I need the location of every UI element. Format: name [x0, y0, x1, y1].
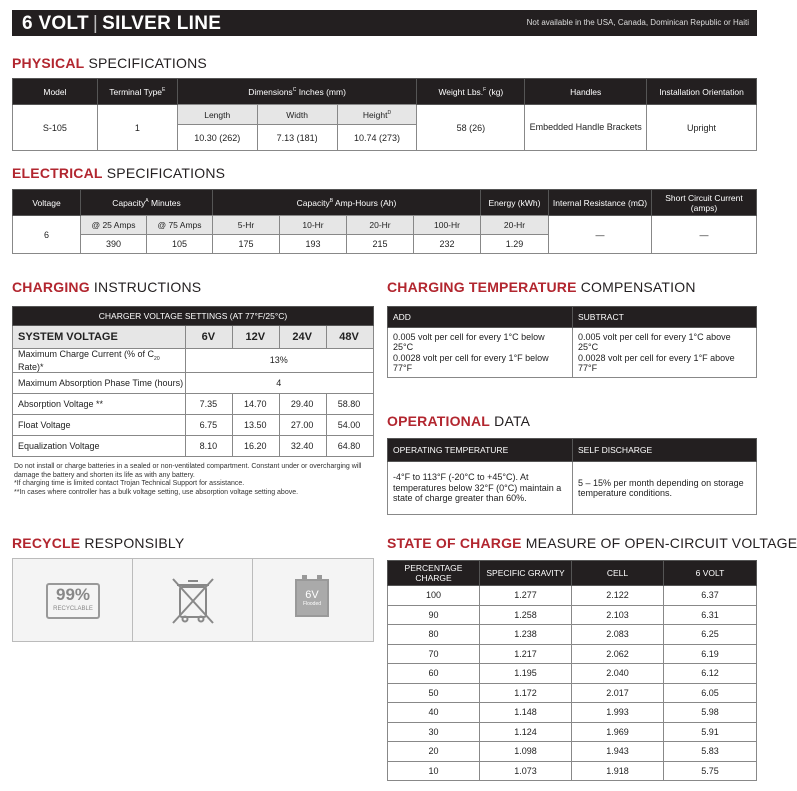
crossed-bin-icon [133, 559, 253, 641]
soc-cell: 80 [388, 625, 480, 645]
header-dimensions: Dimensions$^C$ Inches (mm) [177, 79, 417, 105]
subtract-text: 0.005 volt per cell for every 1°C above 25°C 0.0028 volt per cell for every 1°F above 77°F [573, 328, 757, 378]
subheader-energy-20hr: 20-Hr [481, 216, 549, 235]
title-banner [12, 10, 757, 36]
equalization-12v: 16.20 [233, 435, 280, 456]
charging-table [12, 306, 374, 457]
subheader-5hr: 5-Hr [213, 216, 280, 235]
soc-header-6volt: 6 VOLT [664, 561, 757, 586]
col-6v: 6V [186, 326, 233, 349]
header-terminal: Terminal Type$^E$ [97, 79, 177, 105]
cell-100hr: 232 [414, 235, 481, 254]
header-capacity-minutes: Capacity$^A$ Minutes [81, 190, 213, 216]
cell-resistance: — [549, 216, 652, 254]
subheader-10hr: 10-Hr [280, 216, 347, 235]
equalization-48v: 64.80 [327, 435, 374, 456]
table-row [388, 742, 757, 762]
cell-short-circuit: — [652, 216, 757, 254]
absorption-6v: 7.35 [186, 393, 233, 414]
battery-voltage: 6V [305, 589, 319, 601]
soc-table [387, 560, 757, 781]
soc-cell: 5.75 [664, 761, 757, 781]
soc-cell: 2.122 [572, 586, 664, 606]
equalization-6v: 8.10 [186, 435, 233, 456]
header-capacity-ah: Capacity$^B$ Amp-Hours (Ah) [213, 190, 481, 216]
cell-75-amps: 105 [147, 235, 213, 254]
note-bulk-voltage: **In cases where controller has a bulk voltage setting, use absorption voltage setting above. [14, 488, 299, 496]
cell-handles: Embedded Handle Brackets [525, 105, 647, 151]
header-energy: Energy (kWh) [481, 190, 549, 216]
absorption-12v: 14.70 [233, 393, 280, 414]
absorption-48v: 58.80 [327, 393, 374, 414]
self-discharge-text: 5 – 15% per month depending on storage temperature conditions. [573, 462, 757, 515]
header-orientation: Installation Orientation [647, 79, 757, 105]
add-header: ADD [388, 307, 573, 328]
soc-cell: 20 [388, 742, 480, 762]
soc-cell: 6.31 [664, 605, 757, 625]
subheader-width: Width [257, 105, 337, 125]
soc-cell: 10 [388, 761, 480, 781]
cell-5hr: 175 [213, 235, 280, 254]
note-charging-time: *If charging time is limited contact Trojan Technical Support for assistance. [14, 480, 245, 487]
max-current-label: Maximum Charge Current (% of $C_{20}$ Rate)* [13, 349, 186, 373]
soc-header-cell: CELL [572, 561, 664, 586]
float-12v: 13.50 [233, 414, 280, 435]
battery-type: Flooded [302, 601, 322, 607]
table-row [388, 722, 757, 742]
recyclable-percent: 99% [55, 585, 91, 604]
soc-cell: 1.277 [480, 586, 572, 606]
subheader-height: Height$^D$ [337, 105, 417, 125]
self-discharge-header: SELF DISCHARGE [573, 439, 757, 462]
absorption-24v: 29.40 [280, 393, 327, 414]
soc-cell: 2.040 [572, 664, 664, 684]
cell-voltage: 6 [13, 216, 81, 254]
soc-cell: 90 [388, 605, 480, 625]
equalization-voltage-label: Equalization Voltage [13, 435, 186, 456]
col-24v: 24V [280, 326, 327, 349]
subheader-100hr: 100-Hr [414, 216, 481, 235]
absorption-voltage-label: Absorption Voltage ** [13, 393, 186, 414]
soc-cell: 1.124 [480, 722, 572, 742]
subheader-75-amps: @ 75 Amps [147, 216, 213, 235]
charger-settings-header: CHARGER VOLTAGE SETTINGS (AT 77°F/25°C) [13, 307, 374, 326]
availability-note: Not available in the USA, Canada, Dominican Republic or Haiti [526, 18, 749, 27]
subheader-25-amps: @ 25 Amps [81, 216, 147, 235]
header-model: Model [13, 79, 98, 105]
soc-table-body [388, 586, 757, 781]
soc-cell: 1.993 [572, 703, 664, 723]
col-48v: 48V [327, 326, 374, 349]
soc-cell: 100 [388, 586, 480, 606]
soc-cell: 6.37 [664, 586, 757, 606]
header-handles: Handles [525, 79, 647, 105]
float-48v: 54.00 [327, 414, 374, 435]
cell-orientation: Upright [647, 105, 757, 151]
soc-cell: 5.91 [664, 722, 757, 742]
table-row [388, 625, 757, 645]
charging-notes [14, 463, 374, 497]
soc-cell: 6.25 [664, 625, 757, 645]
banner-title: 6 VOLT | SILVER LINE [22, 13, 222, 34]
add-text: 0.005 volt per cell for every 1°C below 25°C 0.0028 volt per cell for every 1°F below 77°F [388, 328, 573, 378]
soc-cell: 6.19 [664, 644, 757, 664]
table-row [388, 683, 757, 703]
system-voltage-label: SYSTEM VOLTAGE [13, 326, 186, 349]
table-row [388, 761, 757, 781]
subtract-header: SUBTRACT [573, 307, 757, 328]
soc-cell: 50 [388, 683, 480, 703]
soc-cell: 5.83 [664, 742, 757, 762]
soc-header-gravity: SPECIFIC GRAVITY [480, 561, 572, 586]
physical-table [12, 78, 757, 151]
soc-cell: 1.098 [480, 742, 572, 762]
soc-cell: 1.969 [572, 722, 664, 742]
soc-cell: 60 [388, 664, 480, 684]
max-absorption-label: Maximum Absorption Phase Time (hours) [13, 372, 186, 393]
table-row [388, 605, 757, 625]
float-6v: 6.75 [186, 414, 233, 435]
cell-25-amps: 390 [81, 235, 147, 254]
soc-cell: 1.943 [572, 742, 664, 762]
soc-cell: 1.238 [480, 625, 572, 645]
electrical-section-title: ELECTRICAL SPECIFICATIONS [12, 165, 226, 181]
cell-weight: 58 (26) [417, 105, 525, 151]
header-short-circuit: Short Circuit Current (amps) [652, 190, 757, 216]
equalization-24v: 32.40 [280, 435, 327, 456]
header-voltage: Voltage [13, 190, 81, 216]
table-row [388, 644, 757, 664]
soc-cell: 30 [388, 722, 480, 742]
header-resistance: Internal Resistance (mΩ) [549, 190, 652, 216]
soc-cell: 1.073 [480, 761, 572, 781]
op-temp-text: -4°F to 113°F (-20°C to +45°C). At temperatures below 32°F (0°C) maintain a state of charge greater than 60%. [388, 462, 573, 515]
recycle-panel [12, 558, 374, 642]
recyclable-label: RECYCLABLE [53, 606, 93, 612]
max-absorption-value: 4 [186, 372, 374, 393]
soc-cell: 1.918 [572, 761, 664, 781]
header-weight: Weight Lbs.$^F$ (kg) [417, 79, 525, 105]
soc-cell: 6.12 [664, 664, 757, 684]
soc-cell: 1.195 [480, 664, 572, 684]
soc-cell: 1.148 [480, 703, 572, 723]
soc-section-title: STATE OF CHARGE MEASURE OF OPEN-CIRCUIT VOLTAGE [387, 535, 797, 551]
temp-comp-section-title: CHARGING TEMPERATURE COMPENSATION [387, 279, 696, 295]
cell-length: 10.30 (262) [177, 125, 257, 151]
cell-width: 7.13 (181) [257, 125, 337, 151]
float-voltage-label: Float Voltage [13, 414, 186, 435]
recyclable-badge [13, 559, 133, 641]
recycle-section-title: RECYCLE RESPONSIBLY [12, 535, 185, 551]
soc-cell: 1.172 [480, 683, 572, 703]
subheader-length: Length [177, 105, 257, 125]
soc-cell: 70 [388, 644, 480, 664]
operational-section-title: OPERATIONAL DATA [387, 413, 531, 429]
col-12v: 12V [233, 326, 280, 349]
soc-cell: 2.083 [572, 625, 664, 645]
note-ventilation: Do not install or charge batteries in a sealed or non-ventilated compartment. Constant under or overcharging will damage the battery and shorten its life as with any battery. [14, 463, 362, 479]
cell-10hr: 193 [280, 235, 347, 254]
cell-model: S-105 [13, 105, 98, 151]
soc-cell: 2.103 [572, 605, 664, 625]
cell-terminal: 1 [97, 105, 177, 151]
soc-header-percentage: PERCENTAGE CHARGE [388, 561, 480, 586]
cell-energy-20hr: 1.29 [481, 235, 549, 254]
banner-title-line: SILVER LINE [102, 13, 222, 34]
subheader-20hr: 20-Hr [347, 216, 414, 235]
banner-title-voltage: 6 VOLT [22, 13, 89, 34]
max-current-value: 13% [186, 349, 374, 373]
flooded-battery-icon [253, 559, 373, 641]
table-row [388, 664, 757, 684]
cell-20hr: 215 [347, 235, 414, 254]
electrical-table [12, 189, 757, 254]
op-temp-header: OPERATING TEMPERATURE [388, 439, 573, 462]
float-24v: 27.00 [280, 414, 327, 435]
soc-cell: 5.98 [664, 703, 757, 723]
soc-cell: 1.217 [480, 644, 572, 664]
table-row [388, 586, 757, 606]
soc-cell: 1.258 [480, 605, 572, 625]
operational-table [387, 438, 757, 515]
soc-cell: 2.017 [572, 683, 664, 703]
cell-height: 10.74 (273) [337, 125, 417, 151]
soc-cell: 2.062 [572, 644, 664, 664]
soc-cell: 40 [388, 703, 480, 723]
physical-section-title: PHYSICAL SPECIFICATIONS [12, 55, 207, 71]
soc-cell: 6.05 [664, 683, 757, 703]
temp-comp-table [387, 306, 757, 378]
table-row [388, 703, 757, 723]
charging-section-title: CHARGING INSTRUCTIONS [12, 279, 202, 295]
